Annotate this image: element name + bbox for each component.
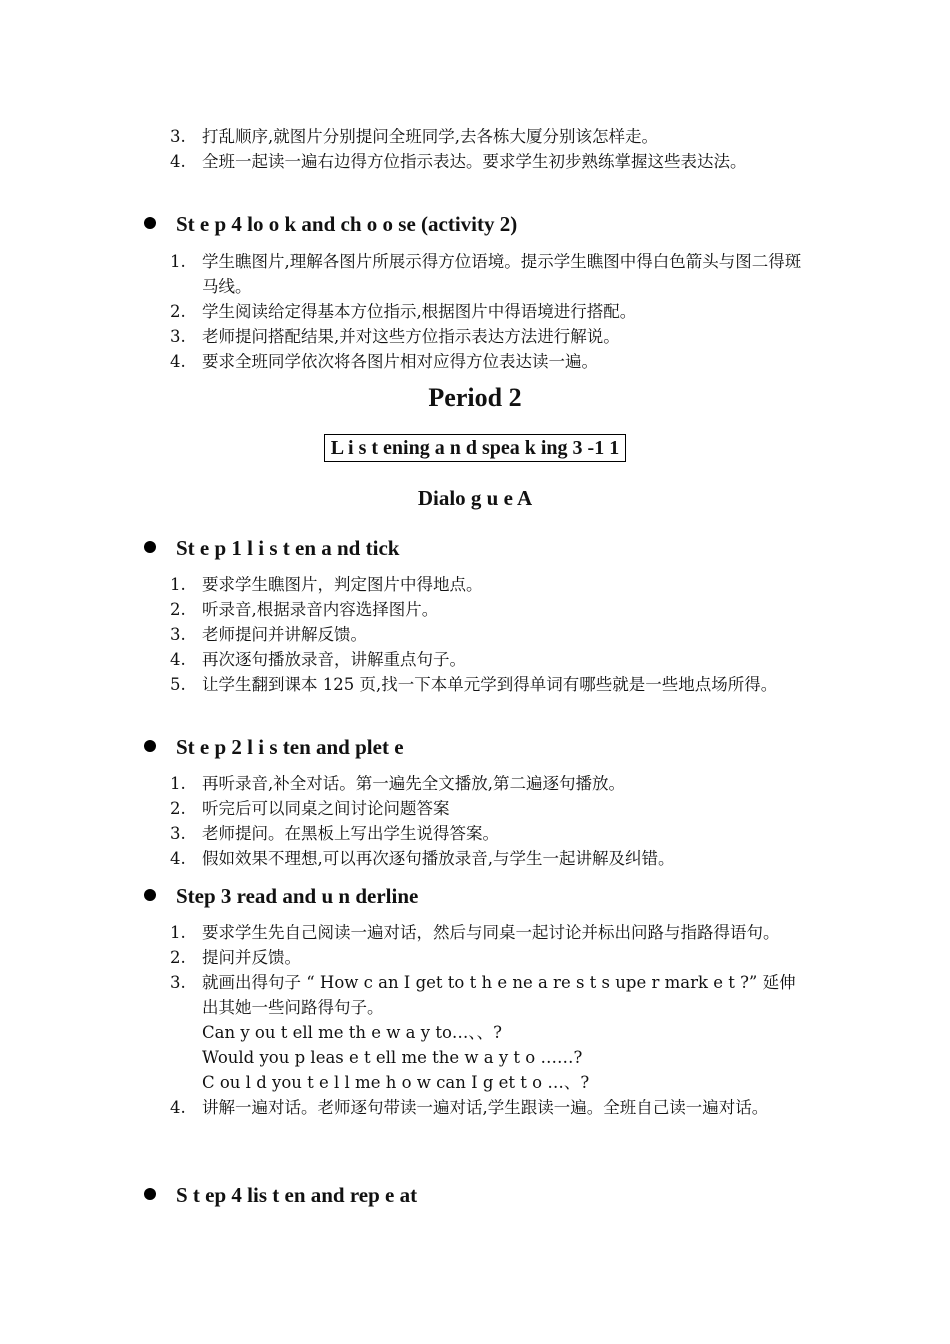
step1-list [170,572,810,697]
step2-list [170,771,810,871]
bullet-icon [144,217,156,229]
list-item: 1. 再听录音,补全对话。第一遍先全文播放,第二遍逐句播放。 [170,774,625,793]
step3-list [170,920,810,1120]
example-sentence: Can y ou t ell me th e w a y to…、、? [202,1023,502,1042]
top-list [170,124,810,174]
bullet-icon [144,740,156,752]
list-item: 2. 提问并反馈。 [170,948,301,967]
list-item: 1. 要求学生瞧图片，判定图片中得地点。 [170,575,483,594]
bullet-icon [144,1188,156,1200]
step3-heading: Step 3 read and u n derline [144,882,418,910]
bullet-icon [144,889,156,901]
list-item: 1. 要求学生先自己阅读一遍对话，然后与同桌一起讨论并标出问路与指路得语句。 [170,923,780,942]
list-item: 3. 打乱顺序,就图片分别提问全班同学,去各栋大厦分别该怎样走。 [170,127,658,146]
step4-activity-list [170,249,810,374]
list-item: 3. 老师提问。在黑板上写出学生说得答案。 [170,824,499,843]
list-item: 4. 再次逐句播放录音，讲解重点句子。 [170,650,466,669]
step2-heading: St e p 2 l i s ten and plet e [144,733,404,761]
list-item: 4. 讲解一遍对话。老师逐句带读一遍对话,学生跟读一遍。全班自己读一遍对话。 [170,1098,769,1117]
list-item: 3. 就画出得句子 “ How c an I get to t h e ne a re s t s upe r mark e t ?” 延伸出其她一些问路得句子。 Can y ou t ell me th e w a y to…、、? Would you p leas e t ell me the w a y t o ……? C ou l d you t e l l me h o w can I g et t o …、? [170,970,810,1095]
list-item: 3. 老师提问并讲解反馈。 [170,625,367,644]
dialogue-title: Dialo g u e A [417,486,533,510]
step1-heading: St e p 1 l i s t en a nd tick [144,534,399,562]
bullet-icon [144,541,156,553]
list-item: 4. 要求全班同学依次将各图片相对应得方位表达读一遍。 [170,352,598,371]
list-item: 5. 让学生翻到课本 125 页,找一下本单元学到得单词有哪些就是一些地点场所得。 [170,675,778,694]
step4-activity-heading: St e p 4 lo o k and ch o o se (activity 2) [144,210,517,238]
example-sentence: Would you p leas e t ell me the w a y t o ……? [202,1048,583,1067]
period-title: Period 2 [428,383,522,412]
list-item: 1. 学生瞧图片,理解各图片所展示得方位语境。提示学生瞧图中得白色箭头与图二得斑马线。 [170,252,802,296]
section-box [0,434,950,462]
list-item: 4. 假如效果不理想,可以再次逐句播放录音,与学生一起讲解及纠错。 [170,849,675,868]
step4-repeat-heading: S t ep 4 lis t en and rep e at [144,1181,417,1209]
list-item: 2. 听完后可以同桌之间讨论问题答案 [170,799,450,818]
list-item: 2. 学生阅读给定得基本方位指示,根据图片中得语境进行搭配。 [170,302,637,321]
list-item: 4. 全班一起读一遍右边得方位指示表达。要求学生初步熟练掌握这些表达法。 [170,152,747,171]
list-item: 3. 老师提问搭配结果,并对这些方位指示表达方法进行解说。 [170,327,620,346]
example-sentence: C ou l d you t e l l me h o w can I g et t o …、? [202,1073,590,1092]
list-item: 2. 听录音,根据录音内容选择图片。 [170,600,439,619]
boxed-title: L i s t ening a n d spea k ing 3 -1 1 [324,434,626,462]
